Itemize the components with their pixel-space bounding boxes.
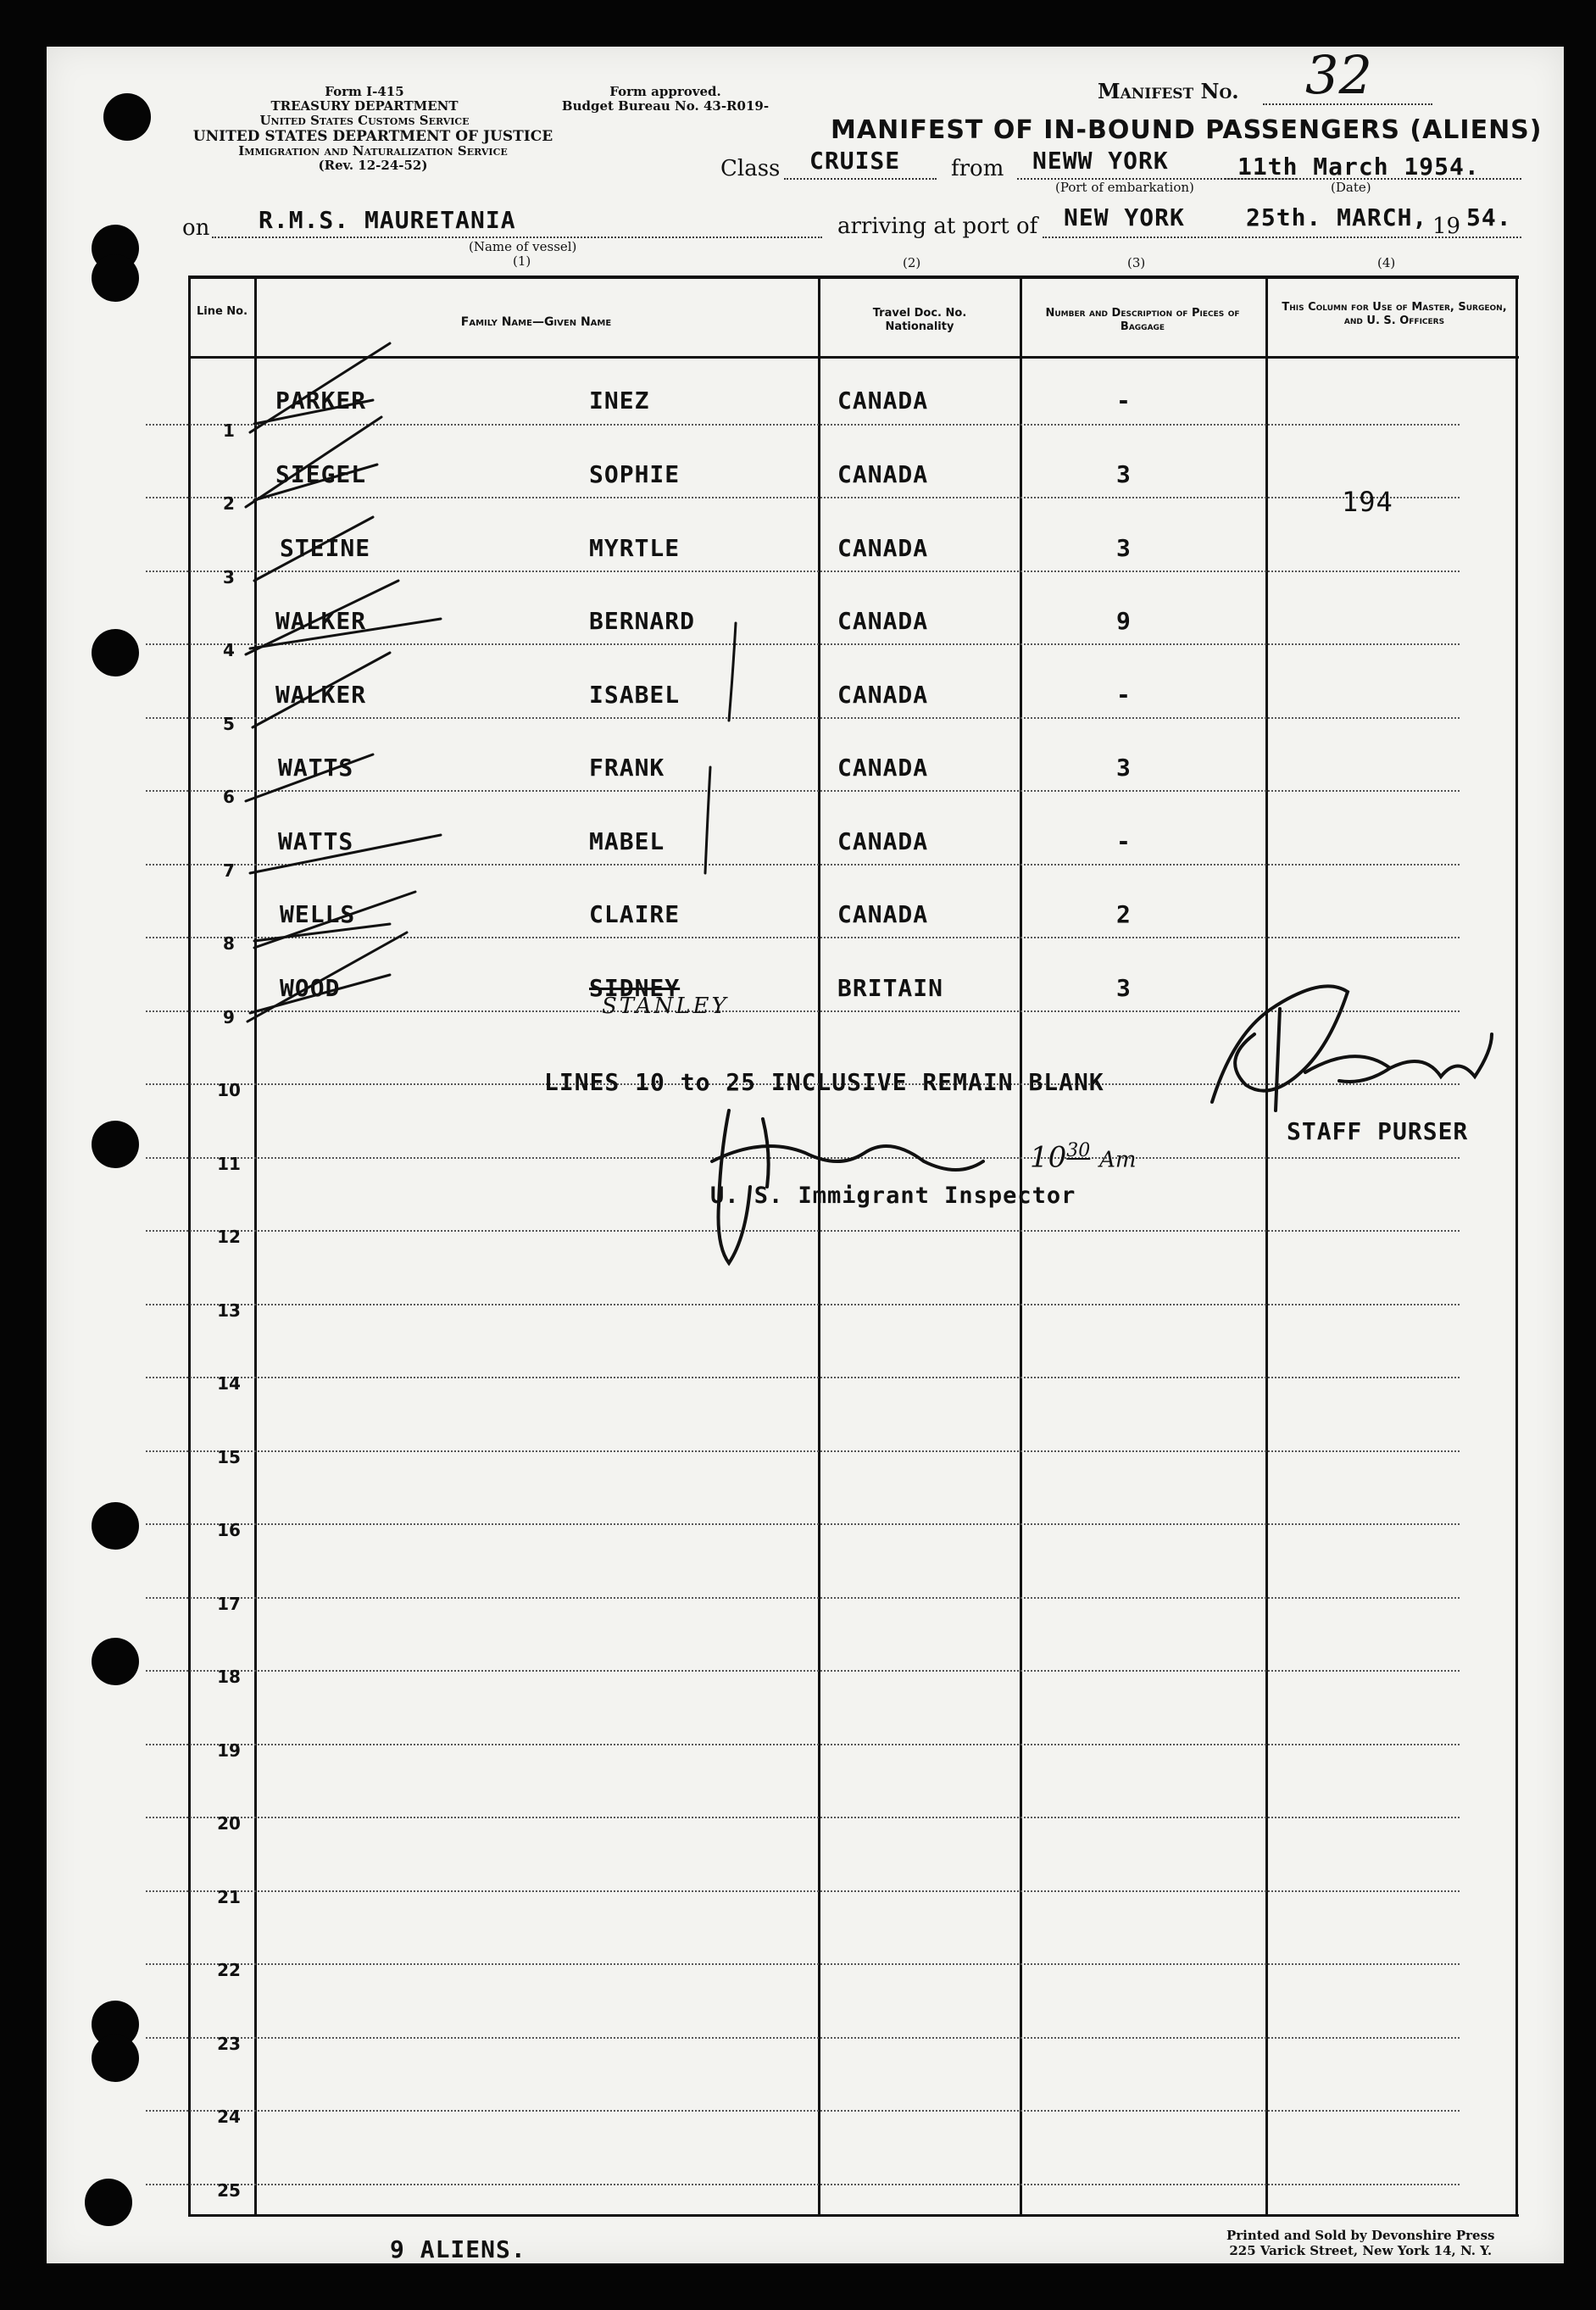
printer-line-2: 225 Varick Street, New York 14, N. Y. bbox=[1229, 2243, 1493, 2258]
passenger-family-name: PARKER bbox=[275, 387, 367, 415]
line-number: 15 bbox=[217, 1447, 241, 1467]
header-name: Family Name—Given Name bbox=[460, 315, 612, 329]
line-number: 9 bbox=[223, 1007, 235, 1027]
passenger-given-name: SIDNEY bbox=[589, 974, 681, 1002]
line-number: 21 bbox=[217, 1887, 241, 1907]
budget-bureau: Budget Bureau No. 43-R019- bbox=[561, 98, 770, 114]
passenger-baggage: 3 bbox=[1116, 460, 1132, 488]
form-approved: Form approved. bbox=[609, 84, 721, 99]
passenger-baggage: - bbox=[1116, 387, 1132, 415]
header-officer-use: This Column for Use of Master, Surgeon, and U. S. Officers bbox=[1282, 301, 1507, 327]
passenger-baggage: 2 bbox=[1116, 900, 1132, 928]
line-number: 24 bbox=[217, 2107, 241, 2127]
line-number: 10 bbox=[217, 1080, 241, 1100]
line-number: 3 bbox=[223, 567, 235, 587]
passenger-family-name: WOOD bbox=[280, 974, 341, 1002]
passenger-given-name: SOPHIE bbox=[589, 460, 681, 488]
manifest-number: 32 bbox=[1305, 44, 1372, 106]
arrival-port: NEW YORK bbox=[1064, 203, 1185, 231]
port-caption: (Port of embarkation) bbox=[1055, 180, 1194, 195]
manifest-no-label: Manifest No. bbox=[1098, 79, 1239, 103]
passenger-baggage: - bbox=[1116, 681, 1132, 709]
line-number: 13 bbox=[217, 1300, 241, 1321]
passenger-given-name: ISABEL bbox=[589, 681, 681, 709]
form-number: Form I-415 bbox=[325, 84, 404, 99]
arrival-date: 25th. MARCH, bbox=[1246, 203, 1428, 231]
line-number: 25 bbox=[217, 2180, 241, 2201]
class-label: Class bbox=[720, 156, 781, 181]
passenger-nationality: CANADA bbox=[837, 827, 929, 855]
passenger-family-name: WELLS bbox=[280, 900, 356, 928]
from-value: NEWW YORK bbox=[1032, 147, 1169, 175]
manifest-title: MANIFEST OF IN-BOUND PASSENGERS (ALIENS) bbox=[831, 115, 1543, 145]
passenger-given-name: MABEL bbox=[589, 827, 665, 855]
passenger-nationality: BRITAIN bbox=[837, 974, 944, 1002]
margin-strokes bbox=[705, 623, 736, 873]
line-number: 14 bbox=[217, 1373, 241, 1394]
inspector-title: U. S. Immigrant Inspector bbox=[710, 1183, 1076, 1209]
passenger-given-name: MYRTLE bbox=[589, 534, 681, 562]
inspection-time-minutes: 30 bbox=[1066, 1140, 1091, 1161]
passenger-family-name: WATTS bbox=[278, 827, 354, 855]
line-number: 11 bbox=[217, 1154, 241, 1174]
arrival-year-prefix: 19 bbox=[1432, 214, 1461, 239]
on-label: on bbox=[182, 215, 210, 241]
passenger-given-name: BERNARD bbox=[589, 607, 696, 635]
blank-lines-note: LINES 10 to 25 INCLUSIVE REMAIN BLANK bbox=[544, 1068, 1104, 1096]
departure-date: 11th March 1954. bbox=[1237, 153, 1480, 181]
passenger-family-name: WALKER bbox=[275, 607, 367, 635]
passenger-baggage: 9 bbox=[1116, 607, 1132, 635]
line-number: 18 bbox=[217, 1667, 241, 1687]
passenger-given-name: FRANK bbox=[589, 754, 665, 782]
aliens-count: 9 ALIENS. bbox=[390, 2235, 526, 2263]
passenger-nationality: CANADA bbox=[837, 754, 929, 782]
line-number: 7 bbox=[223, 860, 235, 881]
col2-caption: (2) bbox=[903, 255, 921, 270]
line-number: 2 bbox=[223, 493, 235, 514]
purser-signature bbox=[1212, 986, 1492, 1110]
line-number: 19 bbox=[217, 1740, 241, 1761]
line-number: 4 bbox=[223, 640, 235, 660]
line-number: 6 bbox=[223, 787, 235, 807]
line-number: 22 bbox=[217, 1960, 241, 1980]
vessel-name: R.M.S. MAURETANIA bbox=[259, 206, 516, 234]
passenger-family-name: WATTS bbox=[278, 754, 354, 782]
line-number: 1 bbox=[223, 420, 235, 441]
line-number: 12 bbox=[217, 1227, 241, 1247]
arriving-label: arriving at port of bbox=[837, 214, 1038, 239]
form-revision: (Rev. 12-24-52) bbox=[318, 158, 428, 173]
inspector-signature bbox=[712, 1110, 983, 1263]
passenger-family-name: STEINE bbox=[280, 534, 371, 562]
passenger-baggage: - bbox=[1116, 827, 1132, 855]
header-baggage: Number and Description of Pieces of Baggage bbox=[1045, 307, 1240, 333]
header-line-no: Line No. bbox=[196, 305, 248, 318]
vessel-caption: (Name of vessel) bbox=[469, 239, 577, 254]
from-label: from bbox=[951, 156, 1004, 181]
inspection-time-hour: 10 bbox=[1030, 1140, 1067, 1175]
printer-line-1: Printed and Sold by Devonshire Press bbox=[1226, 2228, 1495, 2243]
passenger-nationality: CANADA bbox=[837, 681, 929, 709]
passenger-given-name: INEZ bbox=[589, 387, 650, 415]
passenger-family-name: WALKER bbox=[275, 681, 367, 709]
line-number: 5 bbox=[223, 714, 235, 734]
check-marks bbox=[246, 343, 441, 1021]
col3-caption: (3) bbox=[1127, 255, 1146, 270]
justice-dept: UNITED STATES DEPARTMENT OF JUSTICE bbox=[192, 128, 553, 145]
passenger-nationality: CANADA bbox=[837, 460, 929, 488]
line-number: 8 bbox=[223, 933, 235, 954]
header-travel-doc: Travel Doc. No. Nationality bbox=[872, 307, 967, 333]
date-caption: (Date) bbox=[1331, 180, 1371, 195]
staff-purser-label: STAFF PURSER bbox=[1287, 1117, 1469, 1145]
customs-service: United States Customs Service bbox=[259, 113, 470, 128]
passenger-nationality: CANADA bbox=[837, 900, 929, 928]
col1-caption: (1) bbox=[513, 253, 531, 269]
inspection-time-suffix: Am bbox=[1099, 1147, 1137, 1173]
passenger-baggage: 3 bbox=[1116, 974, 1132, 1002]
passenger-nationality: CANADA bbox=[837, 387, 929, 415]
passenger-baggage: 3 bbox=[1116, 534, 1132, 562]
col4-caption: (4) bbox=[1377, 255, 1396, 270]
ins-service: Immigration and Naturalization Service bbox=[238, 143, 508, 159]
class-value: CRUISE bbox=[809, 147, 901, 175]
given-name-correction: STANLEY bbox=[602, 994, 729, 1019]
arrival-year: 54. bbox=[1466, 203, 1512, 231]
passenger-given-name: CLAIRE bbox=[589, 900, 681, 928]
officer-note: 194 bbox=[1342, 486, 1393, 518]
line-number: 16 bbox=[217, 1520, 241, 1540]
passenger-family-name: SIEGEL bbox=[275, 460, 367, 488]
line-number: 20 bbox=[217, 1813, 241, 1834]
passenger-nationality: CANADA bbox=[837, 607, 929, 635]
treasury-dept: TREASURY DEPARTMENT bbox=[270, 98, 459, 114]
line-number: 23 bbox=[217, 2034, 241, 2054]
passenger-nationality: CANADA bbox=[837, 534, 929, 562]
passenger-baggage: 3 bbox=[1116, 754, 1132, 782]
line-number: 17 bbox=[217, 1594, 241, 1614]
